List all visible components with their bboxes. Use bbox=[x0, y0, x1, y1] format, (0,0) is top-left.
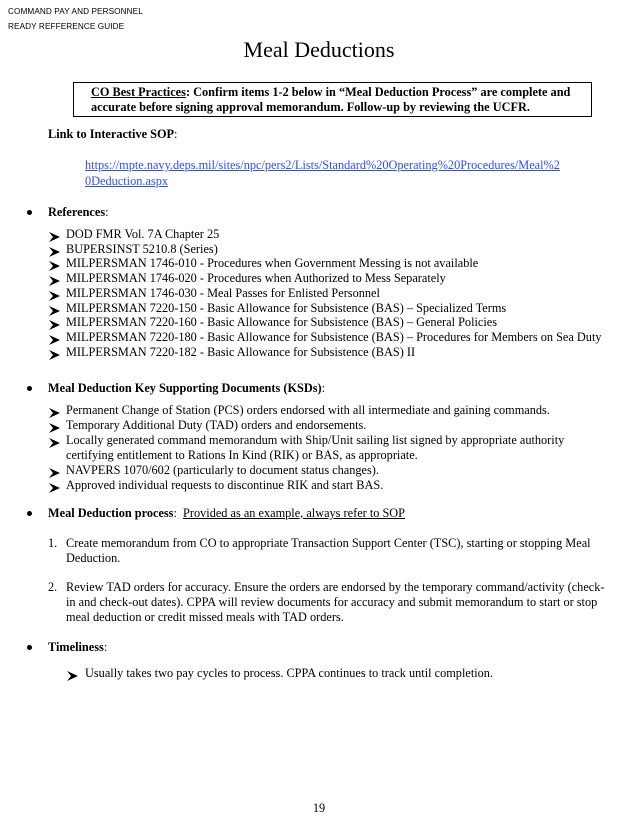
sop-heading bbox=[48, 127, 177, 142]
sop-link[interactable]: https://mpte.navy.deps.mil/sites/npc/pers2/Lists/Standard%20Operating%20Procedures/Meal%20Deduction.aspx bbox=[85, 158, 560, 188]
best-practices-label: CO Best Practices bbox=[91, 85, 186, 99]
header-line-2: READY REFFERENCE GUIDE bbox=[8, 22, 125, 31]
reference-item: MILPERSMAN 7220-180 - Basic Allowance for Subsistence (BAS) – Procedures for Members on Sea Duty bbox=[66, 329, 602, 344]
arrow-bullet-icon bbox=[49, 483, 60, 493]
ksd-item: Permanent Change of Station (PCS) orders endorsed with all intermediate and gaining commands. bbox=[66, 403, 550, 417]
references-label: References bbox=[48, 205, 106, 219]
best-practices-line1: : Confirm items 1-2 below in “Meal Deduction Process” are complete and bbox=[185, 85, 571, 99]
arrow-bullet-icon bbox=[49, 291, 60, 301]
ksd-item: Temporary Additional Duty (TAD) orders and endorsements. bbox=[66, 418, 367, 432]
process-step: Create memorandum from CO to appropriate Transaction Support Center (TSC), starting or stopping Meal Deduction. bbox=[66, 536, 591, 565]
process-bullet bbox=[27, 511, 32, 516]
ksd-item: Approved individual requests to discontinue RIK and start BAS. bbox=[66, 478, 384, 492]
process-heading bbox=[48, 506, 405, 521]
arrow-bullet-icon bbox=[49, 335, 60, 345]
timeliness-bullet bbox=[27, 645, 32, 650]
reference-item: MILPERSMAN 7220-160 - Basic Allowance for Subsistence (BAS) – General Policies bbox=[66, 315, 498, 330]
reference-item: MILPERSMAN 1746-010 - Procedures when Government Messing is not available bbox=[66, 256, 479, 271]
timeliness-item: Usually takes two pay cycles to process. CPPA continues to track until completion. bbox=[85, 666, 494, 680]
arrow-bullet-icon bbox=[49, 261, 60, 271]
arrow-bullet-icon bbox=[67, 671, 78, 681]
sop-colon: : bbox=[174, 127, 178, 141]
arrow-bullet-icon bbox=[49, 306, 60, 316]
process-step: Review TAD orders for accuracy. Ensure the orders are endorsed by the temporary command/activity (check-in and check-out dates). CPPA will review documents for accuracy and submit memorandum to start or stop meal deduction or credit missed meals with TAD orders. bbox=[66, 580, 605, 624]
ksd-heading bbox=[48, 381, 325, 396]
reference-item: MILPERSMAN 1746-030 - Meal Passes for Enlisted Personnel bbox=[66, 285, 380, 300]
ksd-bullet bbox=[27, 386, 32, 391]
reference-item: MILPERSMAN 7220-150 - Basic Allowance for Subsistence (BAS) – Specialized Terms bbox=[66, 300, 507, 315]
ksd-item: Locally generated command memorandum with Ship/Unit sailing list signed by appropriate authority certifying entitlement to Rations In Kind (RIK) or BAS, as appropriate. bbox=[66, 433, 565, 462]
arrow-bullet-icon bbox=[49, 232, 60, 242]
arrow-bullet-icon bbox=[49, 320, 60, 330]
process-note: Provided as an example, always refer to SOP bbox=[183, 506, 406, 520]
timeliness-heading bbox=[48, 640, 107, 655]
process-colon: : bbox=[173, 506, 184, 520]
header-line-1: COMMAND PAY AND PERSONNEL bbox=[8, 7, 143, 16]
ksd-label: Meal Deduction Key Supporting Documents (KSDs) bbox=[48, 381, 322, 395]
arrow-bullet-icon bbox=[49, 276, 60, 286]
timeliness-label: Timeliness bbox=[48, 640, 104, 654]
step-number: 1. bbox=[48, 536, 58, 550]
timeliness-colon: : bbox=[103, 640, 108, 654]
arrow-bullet-icon bbox=[49, 247, 60, 257]
reference-item: BUPERSINST 5210.8 (Series) bbox=[66, 241, 218, 256]
ksd-colon: : bbox=[321, 381, 326, 395]
best-practices-line2: accurate before signing approval memorandum. Follow-up by reviewing the UCFR. bbox=[91, 100, 530, 114]
ksd-item: NAVPERS 1070/602 (particularly to document status changes). bbox=[66, 463, 379, 477]
references-heading bbox=[48, 205, 109, 220]
arrow-bullet-icon bbox=[49, 438, 60, 448]
arrow-bullet-icon bbox=[49, 423, 60, 433]
sop-label: Link to Interactive SOP bbox=[48, 127, 175, 141]
arrow-bullet-icon bbox=[49, 350, 60, 360]
best-practices-text bbox=[91, 85, 591, 115]
page-number: 19 bbox=[312, 801, 326, 815]
reference-item: DOD FMR Vol. 7A Chapter 25 bbox=[66, 227, 220, 241]
arrow-bullet-icon bbox=[49, 408, 60, 418]
reference-item: MILPERSMAN 7220-182 - Basic Allowance for Subsistence (BAS) II bbox=[66, 344, 416, 359]
references-bullet bbox=[27, 210, 32, 215]
arrow-bullet-icon bbox=[49, 468, 60, 478]
reference-item: MILPERSMAN 1746-020 - Procedures when Authorized to Mess Separately bbox=[66, 271, 446, 286]
page-title: Meal Deductions bbox=[243, 37, 395, 62]
step-number: 2. bbox=[48, 580, 58, 594]
process-label: Meal Deduction process bbox=[48, 506, 174, 520]
references-colon: : bbox=[105, 205, 109, 219]
